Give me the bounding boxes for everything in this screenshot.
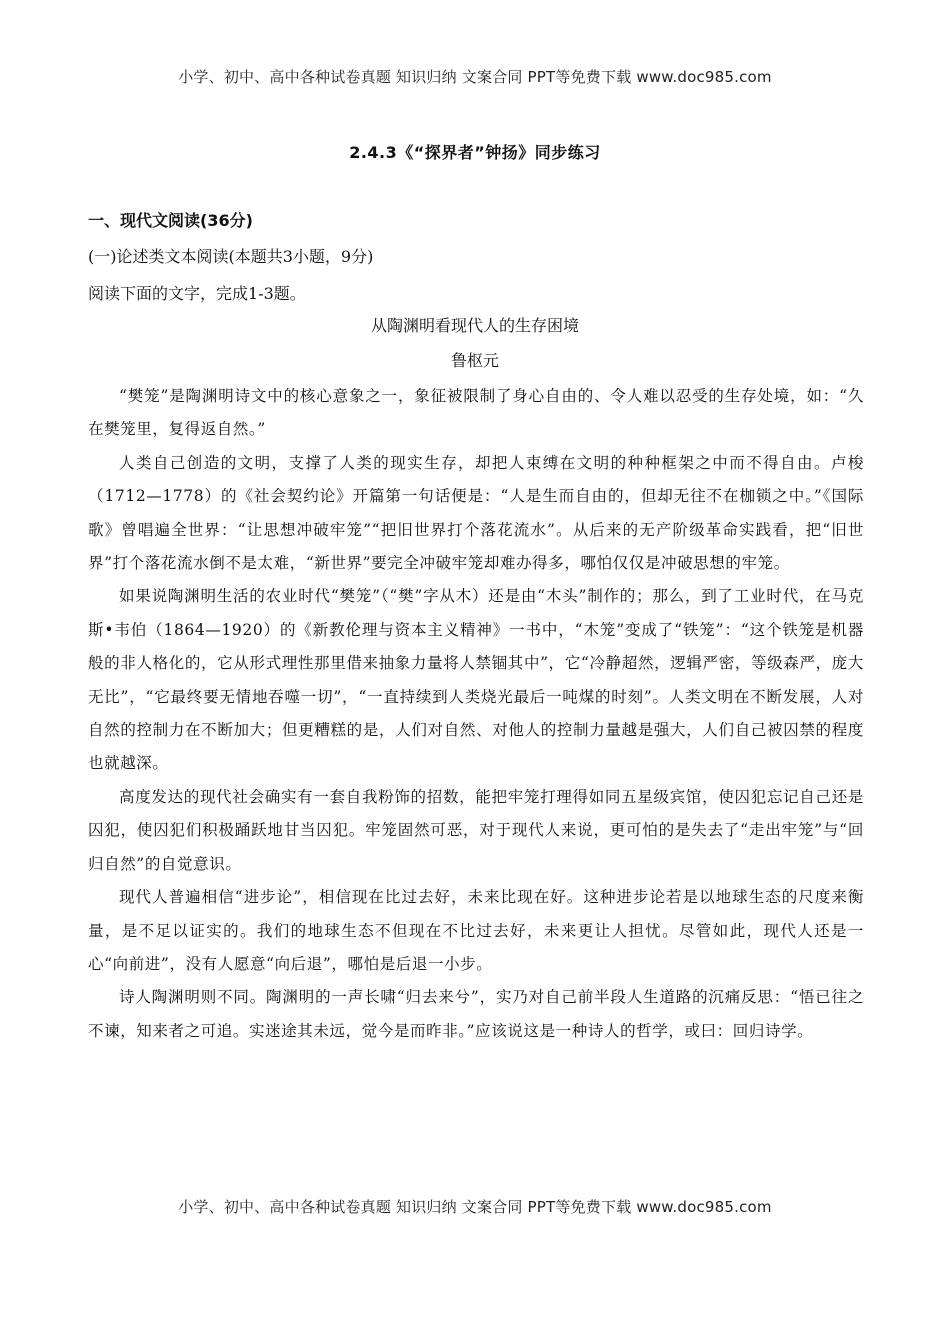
article-paragraph-3: 如果说陶渊明生活的农业时代“樊笼”（“樊”字从木）还是由“木头”制作的；那么，到了工业时代，在马克斯•韦伯（1864—1920）的《新教伦理与资本主义精神》一书中，“木笼”变成了“铁笼”：“这个铁笼是机器般的非人格化的，它从形式理性那里借来抽象力量将人禁锢其中”，它“冷静超然，逻辑严密，等级森严，庞大无比”，“它最终要无情地吞噬一切”，“一直持续到人类烧光最后一吨煤的时刻”。人类文明在不断发展，人对自然的控制力在不断加大；但更糟糕的是，人们对自然、对他人的控制力量越是强大，人们自己被囚禁的程度也就越深。: [88, 587, 864, 773]
article-paragraph-4: 高度发达的现代社会确实有一套自我粉饰的招数，能把牢笼打理得如同五星级宾馆，使囚犯忘记自己还是囚犯，使囚犯们积极踊跃地甘当囚犯。牢笼固然可恶，对于现代人来说，更可怕的是失去了“走出牢笼”与“回归自然”的自觉意识。: [88, 787, 864, 873]
article-paragraph-1: “樊笼”是陶渊明诗文中的核心意象之一，象征被限制了身心自由的、令人难以忍受的生存处境，如：“久在樊笼里，复得返自然。”: [88, 387, 864, 439]
header-banner: 小学、初中、高中各种试卷真题 知识归纳 文案合同 PPT等免费下载 www.doc985.com: [178, 68, 772, 86]
footer-banner: 小学、初中、高中各种试卷真题 知识归纳 文案合同 PPT等免费下载 www.doc985.com: [178, 1198, 772, 1216]
article-author: 鲁枢元: [450, 351, 499, 370]
article-title: 从陶渊明看现代人的生存困境: [370, 316, 579, 335]
reading-instruction: 阅读下面的文字，完成1-3题。: [88, 284, 306, 303]
article-paragraph-6: 诗人陶渊明则不同。陶渊明的一声长啸“归去来兮”，实乃对自己前半段人生道路的沉痛反思：“悟已往之不谏，知来者之可追。实迷途其未远，觉今是而昨非。”应该说这是一种诗人的哲学，或曰：回归诗学。: [88, 988, 864, 1040]
subsection-heading: (一)论述类文本阅读(本题共3小题，9分): [88, 247, 374, 266]
article-paragraph-5: 现代人普遍相信“进步论”，相信现在比过去好，未来比现在好。这种进步论若是以地球生态的尺度来衡量，是不足以证实的。我们的地球生态不但现在不比过去好，未来更让人担忧。尽管如此，现代人还是一心“向前进”，没有人愿意“向后退”，哪怕是后退一小步。: [88, 888, 864, 973]
article-body: [88, 380, 864, 1048]
document-title: 2.4.3《“探界者”钟扬》同步练习: [349, 143, 601, 162]
article-paragraph-2: 人类自己创造的文明，支撑了人类的现实生存，却把人束缚在文明的种种框架之中而不得自由。卢梭（1712—1778）的《社会契约论》开篇第一句话便是：“人是生而自由的，但却无往不在枷锁之中。”《国际歌》曾唱遍全世界：“让思想冲破牢笼”“把旧世界打个落花流水”。从后来的无产阶级革命实践看，把“旧世界”打个落花流水倒不是太难，“新世界”要完全冲破牢笼却难办得多，哪怕仅仅是冲破思想的牢笼。: [88, 453, 864, 573]
section-heading: 一、现代文阅读(36分): [88, 211, 253, 230]
